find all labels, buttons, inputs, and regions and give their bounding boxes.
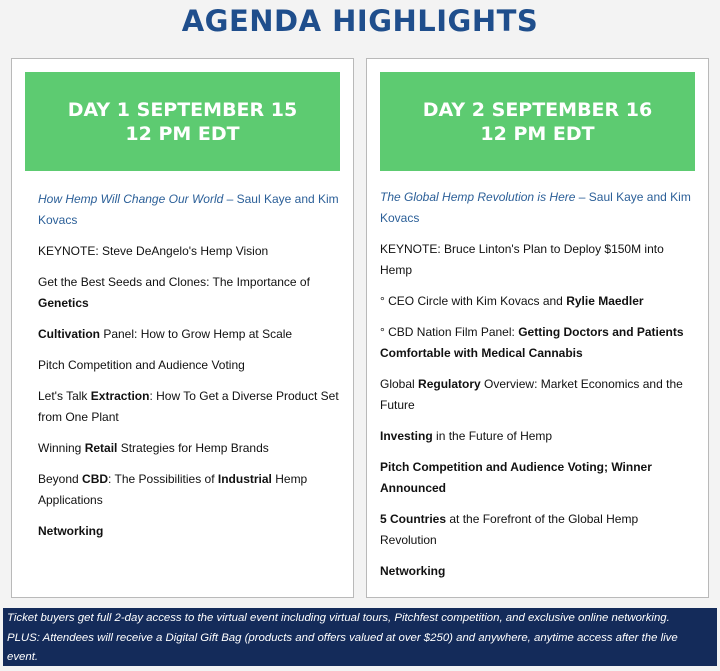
day1-card <box>11 58 354 598</box>
day2-banner <box>380 72 695 171</box>
day1-item-pitch: Pitch Competition and Audience Voting <box>38 358 245 372</box>
day2-item-countries: 5 Countries at the Forefront of the Global Hemp Revolution <box>380 512 639 547</box>
day1-item-opening-session[interactable]: How Hemp Will Change Our World – Saul Kaye and Kim Kovacs <box>38 192 339 227</box>
page-title: AGENDA HIGHLIGHTS <box>181 4 539 38</box>
day2-item-opening-session[interactable]: The Global Hemp Revolution is Here – Saul Kaye and Kim Kovacs <box>380 190 691 225</box>
day1-item-cultivation: Cultivation Panel: How to Grow Hemp at Scale <box>38 327 293 341</box>
day1-item-beyond-cbd: Beyond CBD: The Possibilities of Industrial Hemp Applications <box>38 472 308 507</box>
day2-banner-time: 12 PM EDT <box>480 122 595 145</box>
day2-agenda-list <box>380 187 694 592</box>
day1-item-genetics: Get the Best Seeds and Clones: The Importance of Genetics <box>38 275 310 310</box>
ticket-info-line-2: PLUS: Attendees will receive a Digital Gift Bag (products and offers valued at over $250) and anywhere, anytime access after the live <box>7 631 678 644</box>
day1-item-retail: Winning Retail Strategies for Hemp Brands <box>38 441 269 455</box>
ticket-info-line-3: event. <box>7 651 39 663</box>
day1-banner <box>25 72 340 171</box>
day2-item-investing: Investing in the Future of Hemp <box>380 429 553 443</box>
day1-item-networking: Networking <box>38 524 104 538</box>
day2-item-pitch: Pitch Competition and Audience Voting; Winner Announced <box>380 460 652 495</box>
ticket-info-line-1: Ticket buyers get full 2-day access to the virtual event including virtual tours, Pitchfest competition, and exclusive online networking. <box>7 612 670 624</box>
day1-item-extraction: Let's Talk Extraction: How To Get a Diverse Product Set from One Plant <box>38 389 339 424</box>
day1-banner-time: 12 PM EDT <box>125 122 240 145</box>
day2-item-film-panel: ° CBD Nation Film Panel: Getting Doctors and Patients Comfortable with Medical Cannabis <box>380 325 684 360</box>
day1-item-keynote: KEYNOTE: Steve DeAngelo's Hemp Vision <box>38 244 269 258</box>
day2-item-networking: Networking <box>380 564 446 578</box>
day2-card <box>366 58 709 598</box>
day2-item-keynote: KEYNOTE: Bruce Linton's Plan to Deploy $150M into Hemp <box>380 242 664 277</box>
day1-agenda-list <box>38 189 339 552</box>
day1-banner-date: DAY 1 SEPTEMBER 15 <box>67 98 298 121</box>
day2-banner-date: DAY 2 SEPTEMBER 16 <box>422 98 653 121</box>
ticket-info-banner <box>3 608 717 666</box>
day2-item-regulatory: Global Regulatory Overview: Market Economics and the Future <box>380 377 683 412</box>
day2-item-ceo-circle: ° CEO Circle with Kim Kovacs and Rylie Maedler <box>380 294 644 308</box>
